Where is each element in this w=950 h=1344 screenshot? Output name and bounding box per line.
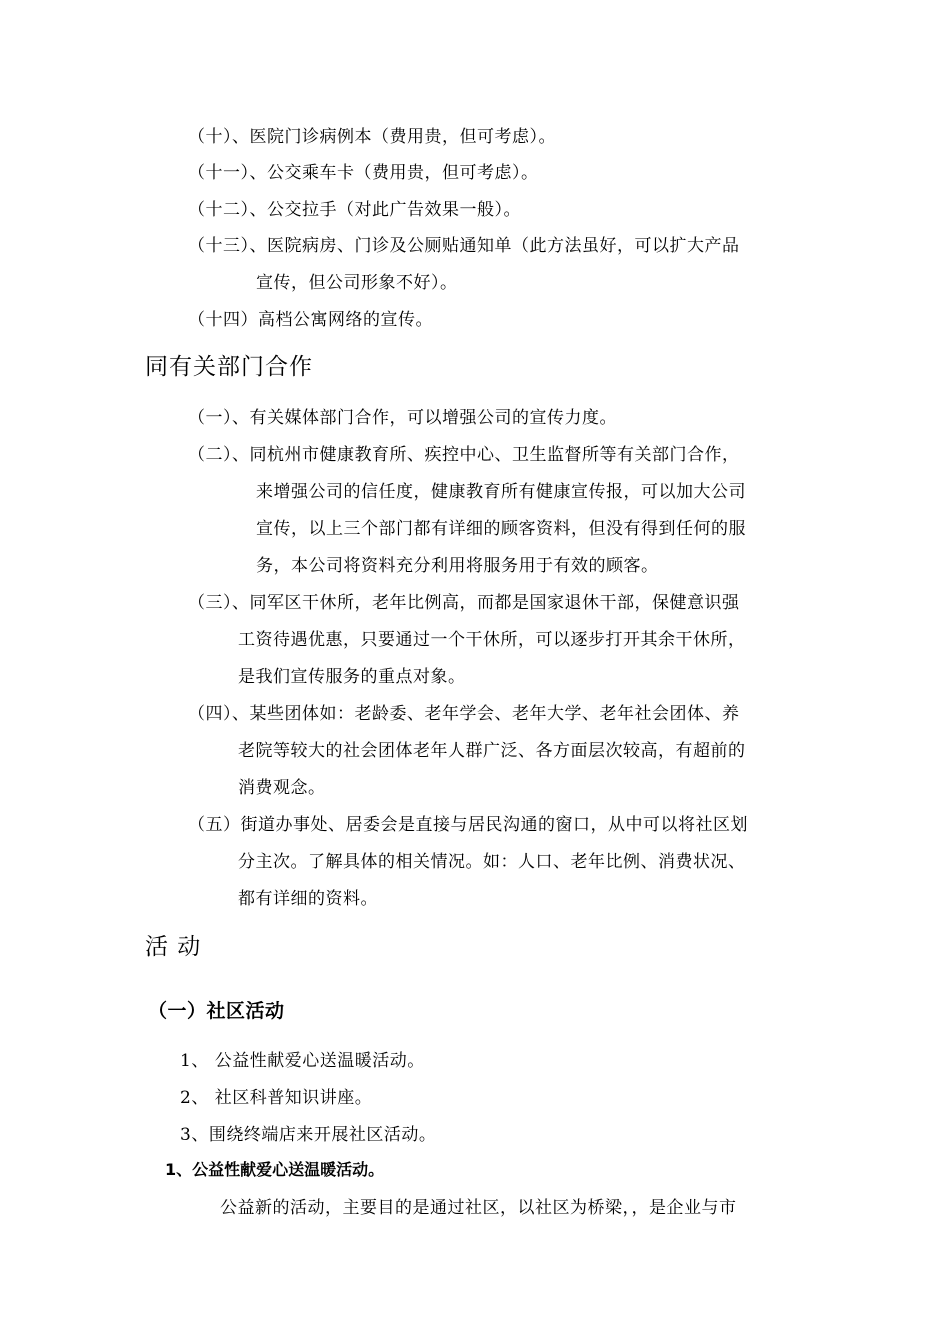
coop-item-3: （三）、同军区干休所，老年比例高，而都是国家退休干部，保健意识强 — [188, 593, 740, 613]
list-item-10: （十）、医院门诊病例本（费用贵，但可考虑）。 — [188, 127, 556, 147]
activity-paragraph: 公益新的活动，主要目的是通过社区，以社区为桥梁，，是企业与市 — [220, 1198, 737, 1218]
list-item-11: （十一）、公交乘车卡（费用贵，但可考虑）。 — [188, 163, 539, 183]
coop-item-4-cont-2: 消费观念。 — [238, 778, 326, 798]
activity-item-3: 3、围绕终端店来开展社区活动。 — [180, 1125, 437, 1145]
list-item-12: （十二）、公交拉手（对此广告效果一般）。 — [188, 200, 521, 220]
coop-item-3-cont-2: 是我们宣传服务的重点对象。 — [238, 667, 466, 687]
coop-item-4: （四）、某些团体如：老龄委、老年学会、老年大学、老年社会团体、养 — [188, 704, 740, 724]
coop-item-5: （五）街道办事处、居委会是直接与居民沟通的窗口，从中可以将社区划 — [188, 815, 748, 835]
coop-item-1: （一）、有关媒体部门合作，可以增强公司的宣传力度。 — [188, 408, 617, 428]
coop-item-5-cont-1: 分主次。了解具体的相关情况。如：人口、老年比例、消费状况、 — [238, 852, 746, 872]
section-title-cooperation: 同有关部门合作 — [145, 354, 313, 380]
list-item-13: （十三）、医院病房、门诊及公厕贴通知单（此方法虽好，可以扩大产品 — [188, 236, 740, 256]
coop-item-5-cont-2: 都有详细的资料。 — [238, 889, 378, 909]
coop-item-2-cont-2: 宣传，以上三个部门都有详细的顾客资料，但没有得到任何的服 — [256, 519, 746, 539]
subsection-title-community: （一）社区活动 — [148, 1000, 285, 1022]
activity-heading-1: 1、公益性献爱心送温暖活动。 — [165, 1160, 385, 1179]
list-item-14: （十四）高档公寓网络的宣传。 — [188, 310, 433, 330]
activity-item-1: 1、 公益性献爱心送温暖活动。 — [180, 1051, 425, 1071]
activity-item-2: 2、 社区科普知识讲座。 — [180, 1088, 373, 1108]
list-item-13-cont: 宣传，但公司形象不好）。 — [256, 273, 458, 293]
coop-item-2: （二）、同杭州市健康教育所、疾控中心、卫生监督所等有关部门合作， — [188, 445, 740, 465]
coop-item-3-cont-1: 工资待遇优惠，只要通过一个干休所，可以逐步打开其余干休所， — [238, 630, 746, 650]
coop-item-2-cont-3: 务，本公司将资料充分利用将服务用于有效的顾客。 — [256, 556, 659, 576]
coop-item-4-cont-1: 老院等较大的社会团体老年人群广泛、各方面层次较高，有超前的 — [238, 741, 746, 761]
coop-item-2-cont-1: 来增强公司的信任度，健康教育所有健康宣传报，可以加大公司 — [256, 482, 746, 502]
section-title-activities: 活 动 — [145, 934, 202, 960]
